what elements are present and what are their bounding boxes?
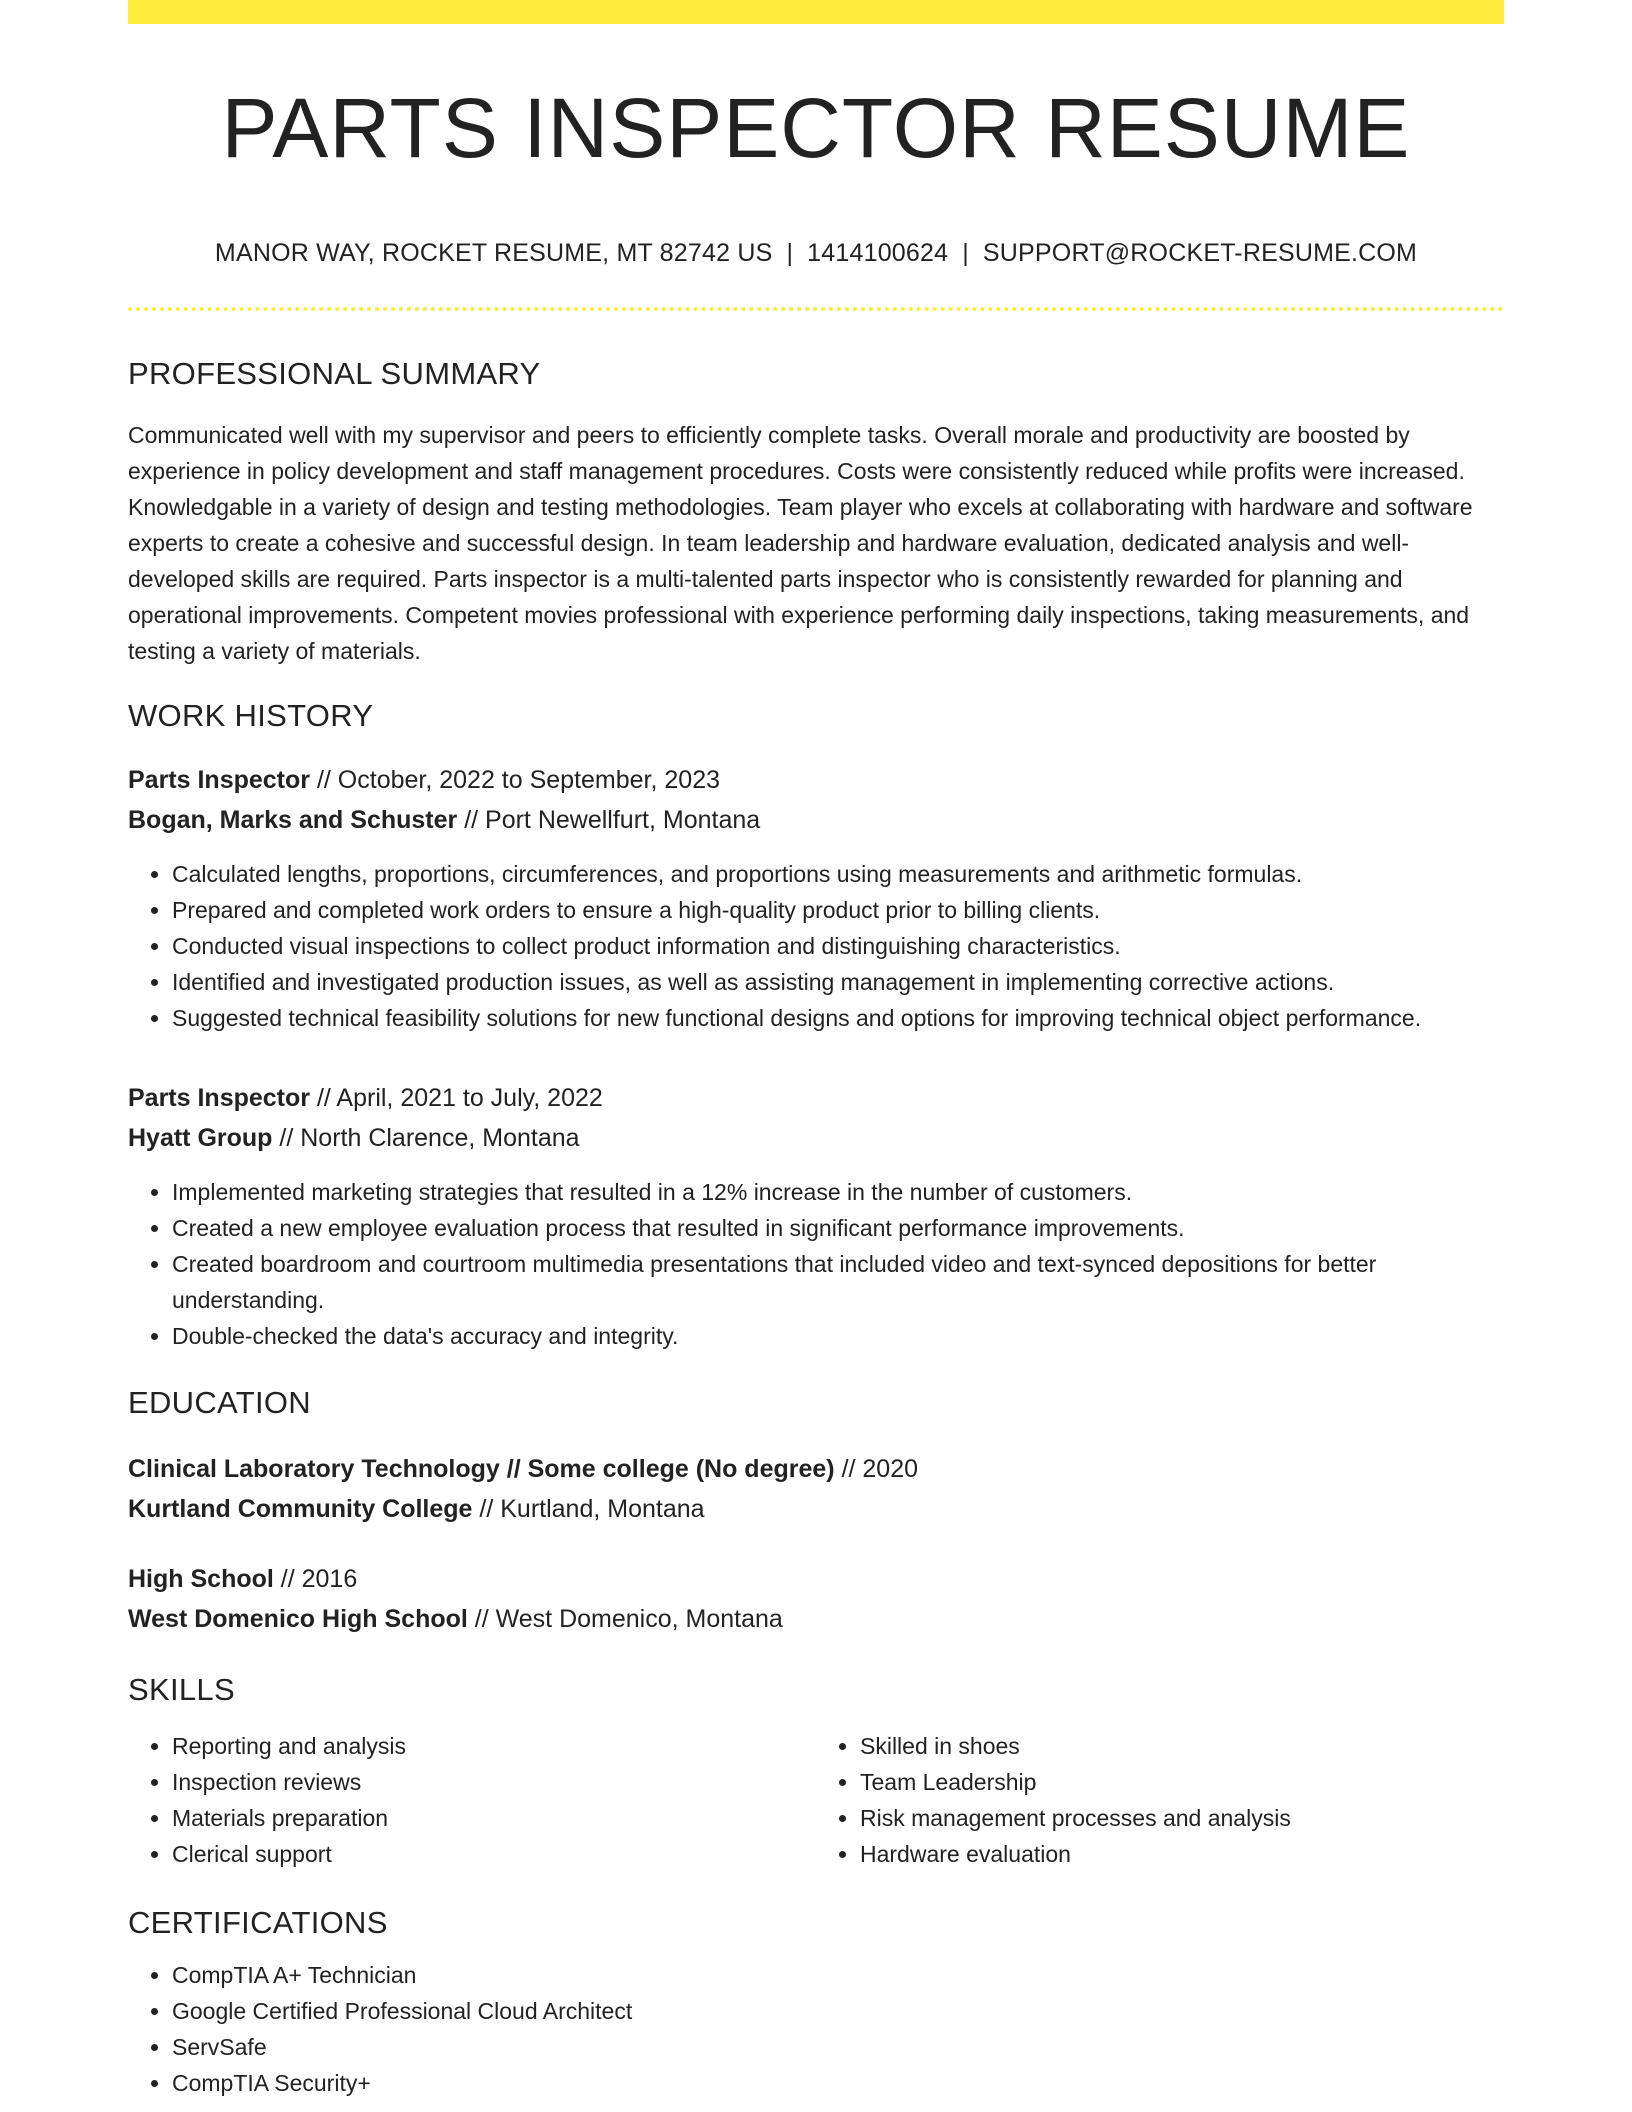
job-dates: // October, 2022 to September, 2023 (310, 765, 721, 794)
list-item: • Suggested technical feasibility solutions for new functional designs and options for improving technical object performance. (172, 1000, 1504, 1036)
education-entry (128, 1449, 1504, 1529)
resume-page (128, 0, 1504, 2101)
list-item: • Risk management processes and analysis (860, 1800, 1504, 1836)
list-item: • Calculated lengths, proportions, circumferences, and proportions using measurements and arithmetic formulas. (172, 856, 1504, 892)
list-item: • Conducted visual inspections to collect product information and distinguishing characteristics. (172, 928, 1504, 964)
job-role-line (128, 1078, 1504, 1118)
section-title-certifications: CERTIFICATIONS (128, 1905, 388, 1941)
job-role: Parts Inspector (128, 765, 311, 794)
list-item: • Implemented marketing strategies that resulted in a 12% increase in the number of customers. (172, 1174, 1504, 1210)
list-item: • Materials preparation (172, 1800, 816, 1836)
education-school: Kurtland Community College (128, 1494, 473, 1523)
contact-phone: 1414100624 (807, 239, 949, 268)
resume-title: PARTS INSPECTOR RESUME (221, 81, 1411, 175)
list-item: • Team Leadership (860, 1764, 1504, 1800)
contact-address: MANOR WAY, ROCKET RESUME, MT 82742 US (214, 239, 773, 268)
job-company-line (128, 1118, 1504, 1158)
list-item: • Prepared and completed work orders to ensure a high-quality product prior to billing clients. (172, 892, 1504, 928)
job-bullets (128, 856, 1504, 1036)
list-item: • Hardware evaluation (860, 1836, 1504, 1872)
contact-separator: | (962, 239, 969, 268)
list-item: • Clerical support (172, 1836, 816, 1872)
education-degree-line (128, 1449, 1504, 1489)
dotted-divider (128, 307, 1504, 311)
list-item: • CompTIA A+ Technician (172, 1957, 1504, 1993)
job-company-line (128, 800, 1504, 840)
education-location: // West Domenico, Montana (467, 1604, 783, 1633)
list-item: • Created boardroom and courtroom multimedia presentations that included video and text-synced depositions for better understanding. (172, 1246, 1504, 1318)
job-entry (128, 760, 1504, 1036)
education-school-line (128, 1599, 1504, 1639)
education-year: // 2016 (273, 1564, 358, 1593)
job-bullets (128, 1174, 1504, 1354)
list-item: • Double-checked the data's accuracy and integrity. (172, 1318, 1504, 1354)
education-year: // 2020 (834, 1454, 919, 1483)
list-item: • Google Certified Professional Cloud Architect (172, 1993, 1504, 2029)
list-item: • Reporting and analysis (172, 1728, 816, 1764)
job-entry (128, 1078, 1504, 1354)
contact-line (128, 238, 1504, 268)
job-company: Bogan, Marks and Schuster (128, 805, 458, 834)
education-degree-line (128, 1559, 1504, 1599)
education-degree: High School (128, 1564, 274, 1593)
skills-grid (128, 1728, 1504, 1872)
education-entry (128, 1559, 1504, 1639)
skills-right-list (816, 1728, 1504, 1872)
education-school: West Domenico High School (128, 1604, 468, 1633)
certifications-list (128, 1957, 1504, 2101)
job-dates: // April, 2021 to July, 2022 (310, 1083, 603, 1112)
list-item: • Skilled in shoes (860, 1728, 1504, 1764)
job-role-line (128, 760, 1504, 800)
list-item: • CompTIA Security+ (172, 2065, 1504, 2101)
section-title-summary: PROFESSIONAL SUMMARY (128, 356, 541, 392)
section-title-skills: SKILLS (128, 1671, 235, 1707)
list-item: • ServSafe (172, 2029, 1504, 2065)
job-location: // North Clarence, Montana (272, 1123, 580, 1152)
education-location: // Kurtland, Montana (472, 1494, 705, 1523)
accent-top-bar (128, 0, 1504, 24)
list-item: • Identified and investigated production issues, as well as assisting management in implementing corrective actions. (172, 964, 1504, 1000)
contact-separator: | (786, 239, 794, 268)
contact-email: SUPPORT@ROCKET-RESUME.COM (982, 239, 1418, 268)
job-location: // Port Newellfurt, Montana (457, 805, 761, 834)
education-school-line (128, 1489, 1504, 1529)
skills-left-list (128, 1728, 816, 1872)
job-company: Hyatt Group (128, 1123, 273, 1152)
job-role: Parts Inspector (128, 1083, 311, 1112)
summary-text: Communicated well with my supervisor and peers to efficiently complete tasks. Overall morale and productivity are boosted by experience in policy development and staff management procedures. Costs were consistently reduced while profits were increased. Knowledgable in a variety of design and testing methodologies. Team player who excels at collaborating with hardware and software experts to create a cohesive and successful design. In team leadership and hardware evaluation, dedicated analysis and well-developed skills are required. Parts inspector is a multi-talented parts inspector who is consistently rewarded for planning and operational improvements. Competent movies professional with experience performing daily inspections, taking measurements, and testing a variety of materials. (128, 421, 1473, 664)
section-title-education: EDUCATION (128, 1384, 311, 1420)
education-degree: Clinical Laboratory Technology // Some college (No degree) (128, 1454, 835, 1483)
list-item: • Created a new employee evaluation process that resulted in significant performance improvements. (172, 1210, 1504, 1246)
section-title-work-history: WORK HISTORY (128, 697, 374, 733)
list-item: • Inspection reviews (172, 1764, 816, 1800)
